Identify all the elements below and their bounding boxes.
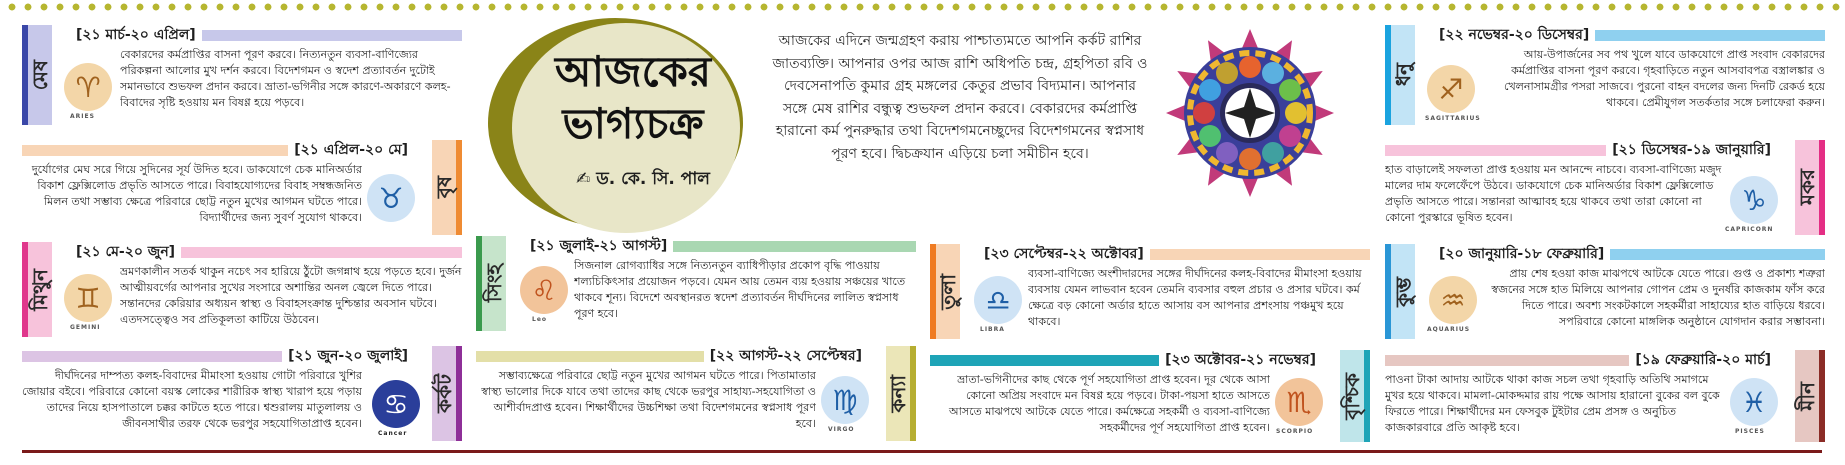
date-bar [22,145,288,156]
sign-name-strip [886,346,916,441]
date-bar [202,30,462,41]
sign-date: [২১ মার্চ-২০ এপ্রিল] [76,27,196,43]
sign-name-strip [22,25,52,125]
sign-name: মকর [1794,169,1819,206]
sign-caption: GEMINI [70,324,101,331]
date-header [524,236,916,256]
scales-icon: ♎ [974,276,1022,324]
sign-name-strip [432,140,462,235]
date-bar [673,241,916,252]
sign-caption: LIBRA [980,326,1005,333]
sign-aries [22,25,462,130]
date-header [70,242,462,262]
sign-text: সম্ভাব্যক্ষেত্রে পরিবারে ছোট্ট নতুন মুখের আগমন ঘটতে পারে। পিতামাতার স্বাস্থ্য ভালোর দিকে যাবে তথা তাদের কাছ থেকে ভরপুর সাহায্য-সহযোগিতা ও আশীর্বাদপ্রাপ্ত হবেন। শিক্ষার্থীদের উচ্চশিক্ষা তথা বিদেশগমনের স্বপ্নসাধ পূরণ হবে। [481,369,816,430]
sign-text: দীর্ঘদিনের দাম্পত্য কলহ-বিবাদের মীমাংসা হওয়ায় গোটা পরিবারে খুশির জোয়ার বইবে। পরিবারে কোনো বয়স্ক লোকের শারীরিক স্বাস্থ্য খারাপ হয়ে পড়ায় তাদের নিয়ে হাসপাতালে চক্কর কাটতে হতে পারে। শ্বশুরালয় মাতুলালয় ও জীবনসাথীর তরফ থেকে ভরপুর সহযোগিতাপ্রাপ্ত হবেন। [22,369,362,430]
sign-text: বেকারদের কর্মপ্রাপ্তির বাসনা পূরণ করবে। নিত্যনতুন ব্যবসা-বাণিজ্যের পরিকল্পনা আলোর মুখ দর্শন করবে। বিদেশগমন ও স্বদেশ প্রত্যাবর্তন দুটোই সমানভাবে শুভফল প্রদান করবে। ভ্রাতা-ভগিনীর সঙ্গে কারণে-অকারণে কলহ-বিবাদের সৃষ্টি হওয়ায় মন বিষণ্ণ হয়ে পড়বে। [120,48,451,109]
date-bar [1610,249,1825,260]
sign-name: কন্যা [885,374,910,413]
sign-name-strip [432,346,462,441]
sign-name: বৃষ [431,176,456,199]
sign-virgo [476,346,916,446]
sign-text: হাত বাড়ালেই সফলতা প্রাপ্ত হওয়ায় মন আনন্দে নাচবে। ব্যবসা-বাণিজ্যে মজুদ মালের দাম ফলেফেঁপে উঠবে। ডাকযোগে চেক মানিঅর্ডার বিকাশ ফ্লেক্সিলোড প্রভৃতি আসতে পারে। সন্তানরা আত্মাবহ হয়ে থাকবে তথা তারা কোনো না কোনো পুরস্কারে ভূষিত হবেন। [1385,163,1722,224]
archer-icon: ♐ [1427,65,1475,113]
sign-gemini [22,242,462,342]
sign-text: ভ্রমণকালীন সতর্ক থাকুন নচেৎ সব হারিয়ে ঠুঁটো জগন্নাথ হয়ে পড়তে হবে। দুর্জন আত্মীয়বর্গের আপনার সুখের সংসারে অশান্তির অনল জ্বেলে দিতে পারে। সন্তানদের কেরিয়ার অধ্যয়ন স্বাস্থ্য ও বিবাহসংক্রান্ত দুশ্চিন্তার অবসান ঘটবে। এতদসত্ত্বেও সব প্রতিকূলতা কাটিয়ে উঠবেন। [120,265,462,326]
sign-date: [২০ জানুয়ারি-১৮ ফেব্রুয়ারি] [1439,246,1605,262]
sign-scorpio [930,350,1370,446]
ram-icon: ♈ [64,63,112,111]
sign-date: [২১ ডিসেম্বর-১৯ জানুয়ারি] [1612,142,1771,158]
goat-icon: ♑ [1730,176,1778,224]
sign-libra [930,244,1370,344]
sign-text: আয়-উপার্জনের সব পথ খুলে যাবে ডাকযোগে প্রাপ্ত সংবাদ বেকারদের কর্মপ্রাপ্তির বাসনা পূরণ করবে। গৃহবাড়িতে নতুন আসবাবপত্র বস্ত্রালঙ্কার ও খেলনাসামগ্রীর পসরা সাজবে। পুরনো বাহন বদলের জন্য দিনটি রেকর্ড হয়ে থাকবে। প্রেমীযুগল সতর্কতার সঙ্গে চলাফেরা করুন। [1504,48,1825,109]
sign-caption: Cancer [378,430,408,437]
sign-text: ব্যবসা-বাণিজ্যে অংশীদারদের সঙ্গের দীর্ঘদিনের কলহ-বিবাদের মীমাংসা হওয়ায় ব্যবসায় যেমন লাভবান হবেন তেমনি ব্যবসার বহুল প্রচার ও প্রসার ঘটবে। কর্ম ক্ষেত্রে বড় কোনো অর্ডার হাতে আসায় বস আপনার প্রশংসায় পঞ্চমুখ হয়ে থাকবে। [1028,267,1362,328]
date-header [978,244,1370,264]
zodiac-wheel-icon [1165,28,1335,198]
author-line [558,166,728,194]
sign-name: সিংহ [481,264,506,303]
sign-name: মেষ [27,59,52,91]
page-title [538,46,728,150]
sign-name: ধনু [1390,63,1415,87]
date-bar [476,351,704,362]
sign-name-strip [22,242,52,337]
sign-name: কর্কট [431,374,456,413]
date-header [1433,244,1825,264]
sign-name: কুম্ভ [1390,276,1415,307]
sign-name-strip [476,236,506,331]
water-bearer-icon: ♒ [1429,276,1477,324]
sign-taurus [22,140,462,240]
date-header [1385,350,1777,370]
sign-text: পাওনা টাকা আদায় আটকে থাকা কাজ সচল তথা গৃহবাড়ি অতিথি সমাগমে মুখর হয়ে থাকবে। মামলা-মোকদ্দমার রায় পক্ষে আসায় হারানো বুকের বল বুকে ফিরতে পারে। শিক্ষার্থীদের মন ফেসবুক টুইটার প্রেম প্রসঙ্গ ও অনুচিত কাজকারবারে প্রতি আকৃষ্ট হবে। [1385,373,1720,434]
sign-caption: CAPRICORN [1725,226,1774,233]
bull-icon: ♉ [367,174,415,222]
sign-text: সিজনাল রোগব্যাধির সঙ্গে নিত্যনতুন ব্যাধিপীড়ার প্রকোপ বৃদ্ধি পাওয়ায় শল্যচিকিৎসার প্রয়োজন পড়বে। যেমন আয় তেমন ব্যয় হওয়ায় সঞ্চয়ের খাতে থাকবে শূন্য। বিদেশে অবস্থানরত স্বদেশ প্রত্যাবর্তন দীর্ঘদিনের লালিত স্বপ্নসাধ পূরণ হবে। [574,259,906,320]
sign-name-strip [1385,244,1415,339]
sign-sagittarius [1385,25,1825,130]
sign-caption: PISCES [1735,428,1765,435]
date-bar [1595,30,1825,41]
author-name: ড. কে. সি. পাল [596,169,710,189]
crab-icon: ♋ [372,380,420,428]
sign-aquarius [1385,244,1825,344]
sign-caption: ARIES [70,113,95,120]
bottom-rule [22,450,1822,453]
sign-date: [২১ জুলাই-২১ আগস্ট] [530,238,668,254]
sign-name-strip [1340,350,1370,442]
sign-name-strip [1795,140,1825,235]
date-header [22,346,414,366]
sign-name-strip [1795,350,1825,442]
sign-name: মিথুন [27,268,52,311]
sign-cancer [22,346,462,446]
sign-caption: AQUARIUS [1427,326,1471,333]
sign-pisces [1385,350,1825,446]
sign-date: [২২ আগস্ট-২২ সেপ্টেম্বর] [709,348,862,364]
date-bar [930,355,1159,366]
sign-name-strip [1385,25,1415,125]
date-header [930,350,1322,370]
lion-icon: ♌ [520,266,568,314]
sign-caption: SCORPIO [1276,428,1314,435]
title-line-2: ভাগ্যচক্র [562,99,704,148]
sign-text: ভ্রাতা-ভগিনীদের কাছ থেকে পূর্ণ সহযোগিতা প্রাপ্ত হবেন। দূর থেকে আসা কোনো অপ্রিয় সংবাদে মন বিষণ্ণ হয়ে পড়বে। টাকা-পয়সা হাতে আসতে আসতে মাঝপথে আটকে যেতে পারে। কর্মক্ষেত্রে সহকর্মী ও ব্যবসা-বাণিজ্যে সহকর্মীদের পূর্ণ সহযোগিতা প্রাপ্ত হবেন। [948,373,1270,434]
maiden-icon: ♍ [821,376,869,424]
twins-icon: ♊ [64,274,112,322]
sign-name: মীন [1794,381,1819,411]
sign-date: [২১ জুন-২০ জুলাই] [288,348,408,364]
date-bar [1385,355,1629,366]
date-bar [1385,145,1606,156]
sign-caption: SAGITTARIUS [1425,115,1481,122]
sign-caption: Leo [532,316,548,323]
sign-date: [১৯ ফেব্রুয়ারি-২০ মার্চ] [1635,352,1771,368]
title-line-1: আজকের [555,47,711,96]
intro-paragraph: আজকের এদিনে জন্মগ্রহণ করায় পাশ্চাত্যমতে আপনি কর্কট রাশির জাতব্যক্তি। আপনার ওপর আজ রাশি অধিপতি চন্দ্র, গ্রহপিতা রবি ও দেবসেনাপতি কুমার গ্রহ মঙ্গলের কেতুর প্রভাব বিদ্যমান। আপনার সঙ্গে মেষ রাশির বন্ধুত্ব শুভফল প্রদান করবে। বেকারদের কর্মপ্রাপ্তি হারানো কর্ম পুনরুদ্ধার তথা বিদেশগমনেচ্ছুদের বিদেশগমনের স্বপ্নসাধ পূরণ হবে। দ্বিচক্রযান এড়িয়ে চলা সমীচীন হবে। [772,33,1148,162]
date-bar [181,247,462,258]
date-header [476,346,868,366]
date-header [1433,25,1825,45]
date-header [22,140,414,160]
sign-name-strip [930,244,960,339]
sign-date: [২৩ সেপ্টেম্বর-২২ অক্টোবর] [984,246,1144,262]
sign-capricorn [1385,140,1825,240]
date-bar [1150,249,1370,260]
sign-text: প্রায় শেষ হওয়া কাজ মাঝপথে আটকে যেতে পারে। গুপ্ত ও প্রকাশ্য শত্রুরা স্বজনের সঙ্গে হাত মিলিয়ে আপনার গোপন প্রেম ও দুনর্ষরি কাজকাম ফাঁস করে দিতে পারে। অবশ্য সংকটকালে সহকর্মীরা সাহায্যের হাত বাড়িয়ে ধরবে। সপরিবারে কোনো মাঙ্গলিক অনুষ্ঠানে যোগদান করার সম্ভাবনা। [1491,267,1825,328]
sign-leo [476,236,916,336]
date-bar [22,351,282,362]
pen-icon: ✍ [576,169,591,189]
sign-name: বৃশ্চিক [1339,372,1364,420]
dotted-border-top [0,0,1845,14]
fish-icon: ♓ [1730,378,1778,426]
scorpion-icon: ♏ [1275,378,1323,426]
sign-date: [২২ নভেম্বর-২০ ডিসেম্বর] [1439,27,1590,43]
sign-date: [২১ মে-২০ জুন] [76,244,176,260]
sign-date: [২৩ অক্টোবর-২১ নভেম্বর] [1165,352,1316,368]
sign-text: দুর্যোগের মেঘ সরে গিয়ে সুদিনের সূর্য উদিত হবে। ডাকযোগে চেক মানিঅর্ডার বিকাশ ফ্লেক্সিলোড প্রভৃতি আসতে পারে। বিবাহযোগ্যদের বিবাহ সম্বন্ধজনিত মিলন তথা সম্ভাব্য ক্ষেত্রে পরিবারে ছোট্ট নতুন মুখের আগমন ঘটতে পারে। বিদ্যার্থীদের জন্য সুবর্ণ সুযোগ থাকবে। [31,163,362,224]
title-block [488,18,748,233]
date-header [70,25,462,45]
sign-date: [২১ এপ্রিল-২০ মে] [294,142,408,158]
date-header [1385,140,1777,160]
sign-name: তুলা [935,273,960,310]
sign-caption: VIRGO [828,426,855,433]
